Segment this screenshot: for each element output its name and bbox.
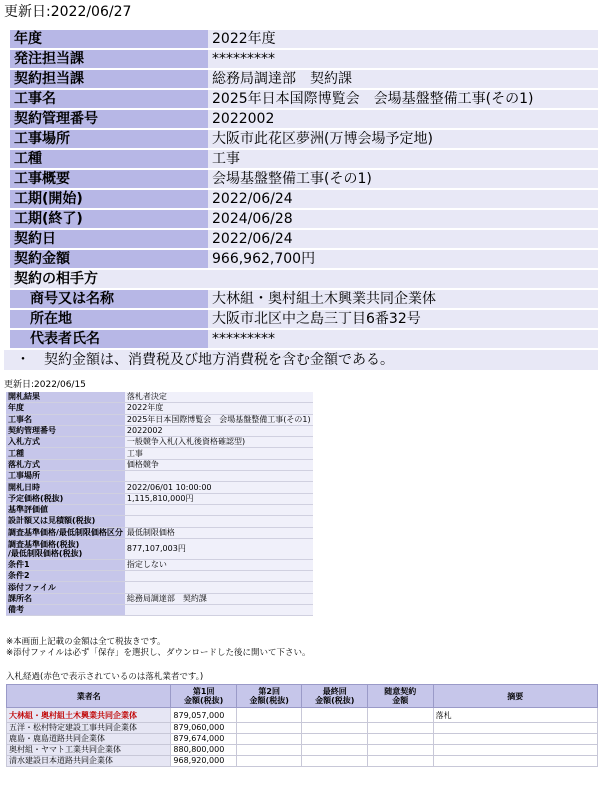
result-label: 入札方式 [6,437,125,448]
bid-final [302,734,368,745]
result-label: 工事場所 [6,471,125,482]
result-value: 一般競争入札(入札後資格確認型) [125,437,313,448]
field-value: 2025年日本国際博覧会 会場基盤整備工事(その1) [208,90,598,108]
tax-note [4,350,598,370]
field-label: 契約日 [10,230,208,248]
result-value: 工事 [125,448,313,459]
bid-zuii [368,745,434,756]
bid-r2 [236,756,302,767]
result-value [125,504,313,515]
result-row [6,559,313,570]
bidder-name: 鹿島・鹿島道路共同企業体 [7,734,171,745]
result-value [125,582,313,593]
bid-final [302,723,368,734]
bid-result-table [6,392,313,616]
bidder-name: 五洋・松村特定建設工事共同企業体 [7,723,171,734]
bid-row [7,708,598,723]
result-row [6,459,313,470]
tax-note-text: 契約金額は、消費税及び地方消費税を含む金額である。 [44,352,394,368]
result-row [6,504,313,515]
partner-label: 所在地 [10,310,208,328]
bid-r1: 880,800,000 [171,745,237,756]
result-value: 落札者決定 [125,392,313,403]
field-value: 総務局調達部 契約課 [208,70,598,88]
result-value: 指定しない [125,559,313,570]
note-line: ※本画面上記載の金額は全て税抜きです。 [6,637,166,647]
bid-notes [6,637,310,659]
field-label: 工期(開始) [10,190,208,208]
info-row [10,170,598,188]
result-row [6,571,313,582]
partner-value: 大林組・奥村組土木興業共同企業体 [208,290,598,308]
field-value: ********* [208,50,598,68]
result-row [6,392,313,403]
field-value: 2022年度 [208,30,598,48]
bid-column-header: 摘要 [433,685,597,708]
bid-row [7,745,598,756]
result-label: 予定価格(税抜) [6,493,125,504]
bid-note [433,756,597,767]
bid-note [433,723,597,734]
bid-column-header: 第2回 金額(税抜) [236,685,302,708]
result-row [6,582,313,593]
result-value: 2022/06/01 10:00:00 [125,482,313,493]
bid-r2 [236,708,302,723]
result-value: 最低制限価格 [125,527,313,538]
result-label: 開札日時 [6,482,125,493]
bid-zuii [368,734,434,745]
result-label: 調査基準価格/最低制限価格区分 [8,527,123,537]
result-label: 添付ファイル [6,582,125,593]
result-row [6,437,313,448]
bid-column-header: 第1回 金額(税抜) [171,685,237,708]
field-label: 工期(終了) [10,210,208,228]
field-label: 発注担当課 [10,50,208,68]
contract-info-table [10,28,598,350]
bidder-name: 奥村組・ヤマト工業共同企業体 [7,745,171,756]
result-row [6,527,313,538]
info-row [10,130,598,148]
bid-row [7,723,598,734]
result-label: 落札方式 [6,459,125,470]
result-row [6,593,313,604]
result-label: 条件2 [6,571,125,582]
bid-r2 [236,734,302,745]
result-value [125,571,313,582]
result-label: 基準評価値 [6,504,125,515]
bid-history-heading: 入札経過(赤色で表示されているのは落札業者です。) [6,672,204,682]
bid-final [302,745,368,756]
note-bullet: ・ [16,352,30,368]
bid-column-header: 業者名 [7,685,171,708]
partner-label: 商号又は名称 [10,290,208,308]
bid-r1: 879,674,000 [171,734,237,745]
bidder-name: 清水建設日本道路共同企業体 [7,756,171,767]
partner-row [10,310,598,328]
result-row [6,403,313,414]
field-label: 工事場所 [10,130,208,148]
info-row [10,30,598,48]
field-label: 契約管理番号 [10,110,208,128]
partner-label: 代表者氏名 [10,330,208,348]
info-row [10,250,598,268]
result-label: 開札結果 [6,392,125,403]
bid-r2 [236,745,302,756]
result-value: 価格競争 [125,459,313,470]
result-row [6,516,313,527]
field-value: 会場基盤整備工事(その1) [208,170,598,188]
result-row [6,425,313,436]
info-row [10,150,598,168]
field-label: 工事概要 [10,170,208,188]
result-label: 契約管理番号 [6,425,125,436]
field-label: 年度 [10,30,208,48]
field-value: 2024/06/28 [208,210,598,228]
result-value [125,516,313,527]
field-label: 契約担当課 [10,70,208,88]
result-row [6,538,313,559]
result-value: 877,107,003円 [125,538,313,559]
bid-final [302,708,368,723]
result-value: 1,115,810,000円 [125,493,313,504]
partner-value: ********* [208,330,598,348]
result-label: 設計額又は見積額(税抜) [6,516,125,527]
bid-column-header: 随意契約 金額 [368,685,434,708]
result-value: 総務局調達部 契約課 [125,593,313,604]
partner-value: 大阪市北区中之島三丁目6番32号 [208,310,598,328]
result-row [6,414,313,425]
info-row [10,230,598,248]
result-value: 2022年度 [125,403,313,414]
field-value: 工事 [208,150,598,168]
result-value [125,605,313,616]
result-value: 2022002 [125,425,313,436]
top-updated-date: 更新日:2022/06/27 [4,4,132,20]
bid-note: 落札 [433,708,597,723]
info-row [10,110,598,128]
result-row [6,448,313,459]
bid-history-table [6,684,598,767]
bid-zuii [368,708,434,723]
bid-r1: 879,057,000 [171,708,237,723]
info-row [10,210,598,228]
info-row [10,190,598,208]
partner-row [10,330,598,348]
result-value: 2025年日本国際博覧会 会場基盤整備工事(その1) [126,414,311,424]
field-label: 工事名 [10,90,208,108]
field-label: 工種 [10,150,208,168]
result-label: 年度 [6,403,125,414]
bid-final [302,756,368,767]
partner-heading: 契約の相手方 [10,270,598,288]
bid-r1: 879,060,000 [171,723,237,734]
result-value [125,471,313,482]
bidder-name: 大林組・奥村組土木興業共同企業体 [7,708,171,723]
field-value: 2022002 [208,110,598,128]
result-label: 条件1 [6,559,125,570]
info-row [10,50,598,68]
bid-row [7,756,598,767]
partner-heading-row [10,270,598,288]
field-value: 966,962,700円 [208,250,598,268]
partner-row [10,290,598,308]
result-label: 工種 [6,448,125,459]
result-row [6,605,313,616]
result-row [6,493,313,504]
bid-r1: 968,920,000 [171,756,237,767]
result-row [6,482,313,493]
bid-note [433,734,597,745]
bid-zuii [368,723,434,734]
field-value: 2022/06/24 [208,230,598,248]
result-row [6,471,313,482]
result-label: 備考 [6,605,125,616]
field-value: 大阪市此花区夢洲(万博会場予定地) [208,130,598,148]
bid-row [7,734,598,745]
bid-zuii [368,756,434,767]
bid-note [433,745,597,756]
result-label: 工事名 [6,414,125,425]
result-label: 課所名 [6,593,125,604]
bid-column-header: 最終回 金額(税抜) [302,685,368,708]
bid-r2 [236,723,302,734]
info-row [10,70,598,88]
field-value: 2022/06/24 [208,190,598,208]
second-updated-date: 更新日:2022/06/15 [4,380,86,390]
field-label: 契約金額 [10,250,208,268]
result-label: 調査基準価格(税抜) /最低制限価格(税抜) [6,538,125,559]
note-line: ※添付ファイルは必ず「保存」を選択し、ダウンロードした後に開いて下さい。 [6,648,311,658]
info-row [10,90,598,108]
